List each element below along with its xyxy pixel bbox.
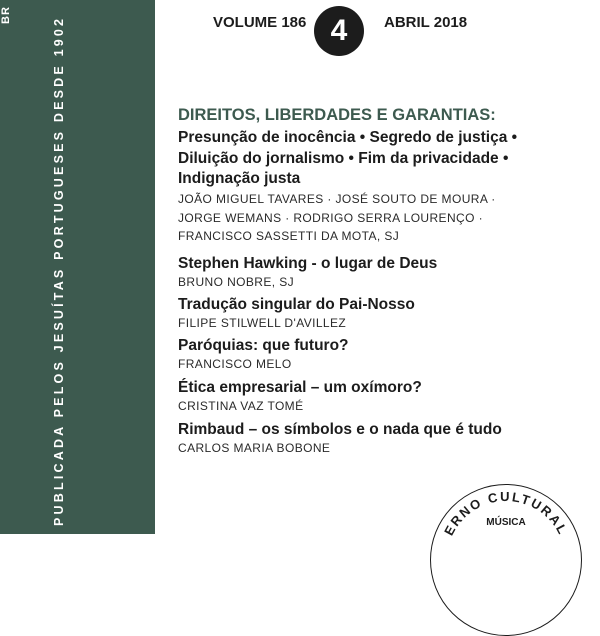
feature-author-line: JOÃO MIGUEL TAVARES · JOSÉ SOUTO DE MOURA · xyxy=(178,192,496,206)
article-entry xyxy=(178,421,598,455)
article-entry xyxy=(178,296,598,330)
article-author: FILIPE STILWELL D'AVILLEZ xyxy=(178,316,347,330)
article-author: CARLOS MARIA BOBONE xyxy=(178,441,331,455)
issue-date: ABRIL 2018 xyxy=(384,14,468,31)
volume-label: VOLUME 186 xyxy=(213,14,307,31)
article-title: Tradução singular do Pai-Nosso xyxy=(178,296,415,313)
feature-author-line: FRANCISCO SASSETTI DA MOTA, SJ xyxy=(178,229,400,243)
article-author: BRUNO NOBRE, SJ xyxy=(178,275,295,289)
article-entry xyxy=(178,379,598,413)
stamp-arc xyxy=(431,485,581,635)
feature-title-line: Indignação justa xyxy=(178,170,301,187)
article-author: CRISTINA VAZ TOMÉ xyxy=(178,399,304,413)
spine xyxy=(0,0,155,534)
feature-title-line: Presunção de inocência • Segredo de justiça • xyxy=(178,129,518,146)
article-entry xyxy=(178,337,598,371)
feature-authors xyxy=(178,190,598,246)
stamp-arc-text: ERNO CULTURAL xyxy=(441,488,571,538)
feature-title-line: Diluição do jornalismo • Fim da privacidade • xyxy=(178,149,509,167)
svg-text:ERNO CULTURAL xyxy=(441,489,571,538)
article-title: Rimbaud – os símbolos e o nada que é tudo xyxy=(178,421,502,438)
spine-tagline: PUBLICADA PELOS JESUÍTAS PORTUGUESES DESDE 1902 xyxy=(52,15,66,526)
feature-title xyxy=(178,128,598,190)
stamp-item: MÚSICA xyxy=(486,517,526,528)
article-author: FRANCISCO MELO xyxy=(178,357,292,371)
article-entry xyxy=(178,255,598,289)
issue-number-badge: 4 xyxy=(314,6,364,56)
feature-author-line: JORGE WEMANS · RODRIGO SERRA LOURENÇO · xyxy=(178,210,483,225)
article-title: Ética empresarial – um oxímoro? xyxy=(178,379,422,396)
spine-top-label: BR xyxy=(0,6,12,24)
article-title: Paróquias: que futuro? xyxy=(178,337,349,354)
article-title: Stephen Hawking - o lugar de Deus xyxy=(178,255,438,272)
feature-section-heading: DIREITOS, LIBERDADES E GARANTIAS: xyxy=(178,106,496,124)
cultural-stamp xyxy=(430,484,582,636)
